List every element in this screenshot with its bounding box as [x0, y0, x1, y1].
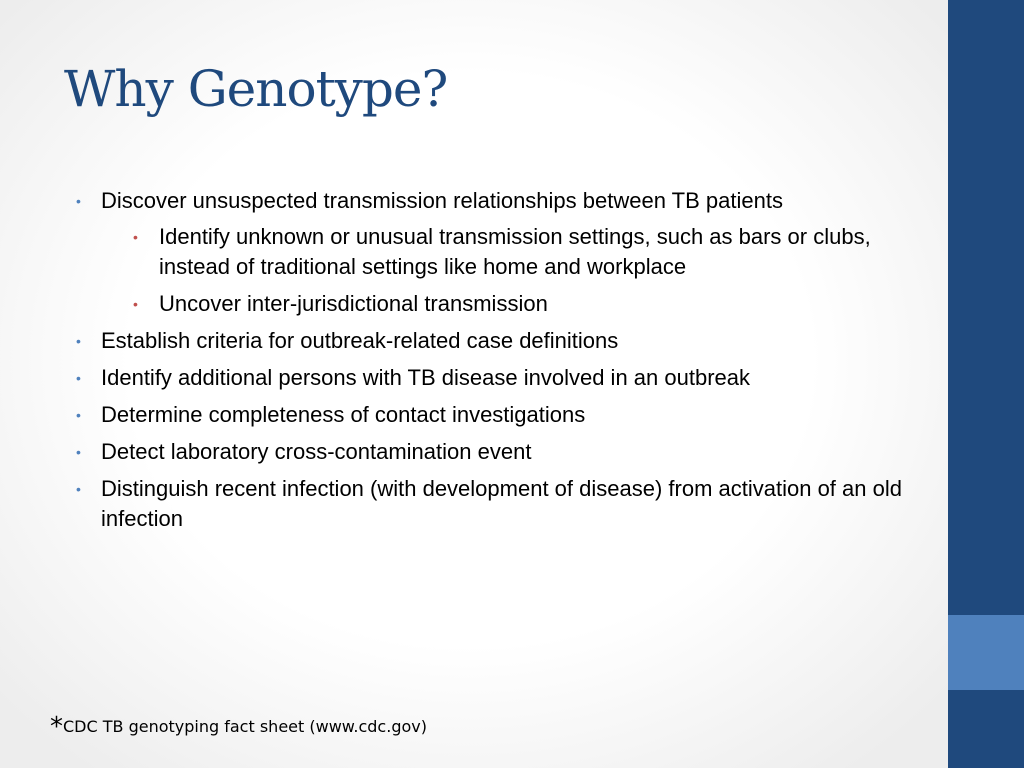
slide-title: Why Genotype? [64, 60, 448, 118]
side-bar-accent [948, 615, 1024, 690]
sub-bullet-list [101, 222, 906, 319]
footnote-marker: * [50, 712, 63, 742]
footnote-text: CDC TB genotyping fact sheet (www.cdc.gov) [63, 717, 427, 736]
bullet-item [76, 474, 906, 534]
sub-bullet-item [133, 222, 906, 282]
footnote [50, 712, 427, 742]
bullet-item [76, 363, 906, 393]
bullet-icon: • [76, 444, 81, 460]
bullet-icon: • [76, 333, 81, 349]
bullet-icon: • [76, 407, 81, 423]
sub-bullet-text: Uncover inter-jurisdictional transmission [159, 291, 548, 316]
bullet-text: Establish criteria for outbreak-related case definitions [101, 328, 619, 353]
bullet-text: Distinguish recent infection (with development of disease) from activation of an old infection [101, 476, 902, 531]
bullet-text: Discover unsuspected transmission relationships between TB patients [101, 188, 783, 213]
sub-bullet-icon: • [133, 229, 138, 245]
bullet-icon: • [76, 481, 81, 497]
sub-bullet-icon: • [133, 296, 138, 312]
slide-content [76, 186, 906, 541]
bullet-item [76, 400, 906, 430]
bullet-item [76, 326, 906, 356]
bullet-text: Determine completeness of contact investigations [101, 402, 586, 427]
sub-bullet-text: Identify unknown or unusual transmission settings, such as bars or clubs, instead of traditional settings like home and workplace [159, 224, 871, 279]
bullet-item [76, 186, 906, 319]
bullet-item [76, 437, 906, 467]
sub-bullet-item [133, 289, 906, 319]
bullet-icon: • [76, 193, 81, 209]
bullet-icon: • [76, 370, 81, 386]
bullet-text: Detect laboratory cross-contamination event [101, 439, 532, 464]
bullet-list [76, 186, 906, 534]
bullet-text: Identify additional persons with TB disease involved in an outbreak [101, 365, 750, 390]
